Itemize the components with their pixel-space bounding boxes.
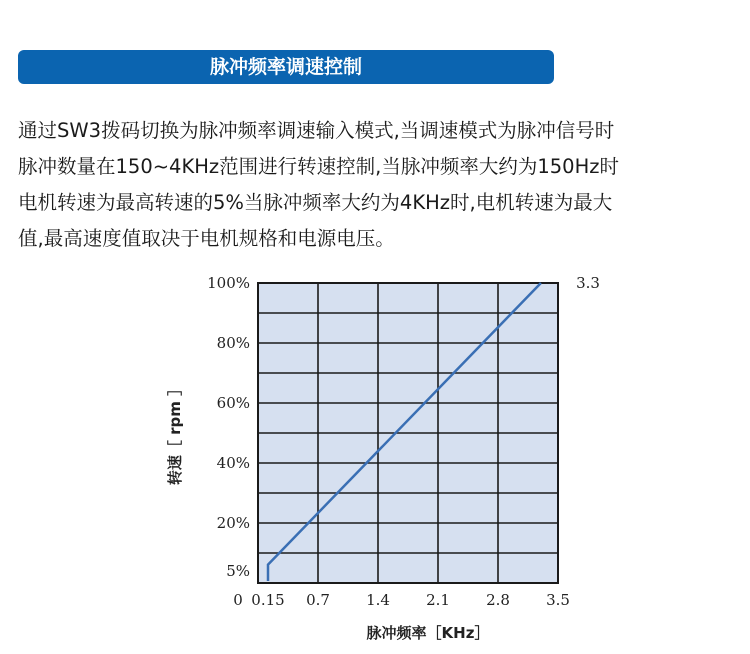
y-tick-label: 20% [216,514,250,532]
end-value-annotation: 3.3 [576,274,600,292]
x-axis-ticks [233,591,570,609]
y-axis-ticks [207,274,250,580]
description-line: 脉冲数量在150~4KHz范围进行转速控制,当脉冲频率大约为150Hz时 [18,155,619,178]
x-tick-label: 2.1 [426,591,450,609]
y-tick-label: 40% [216,454,250,472]
y-axis-label: 转速［ rpm ］ [166,380,184,486]
x-tick-label: 1.4 [366,591,390,609]
x-tick-label: 3.5 [546,591,570,609]
description-line: 通过SW3拨码切换为脉冲频率调速输入模式,当调速模式为脉冲信号时 [18,119,615,142]
y-tick-label: 5% [226,562,250,580]
x-tick-label: 0.15 [251,591,285,609]
section-title: 脉冲频率调速控制 [209,56,362,78]
description-line: 电机转速为最高转速的5%当脉冲频率大约为4KHz时,电机转速为最大 [18,191,613,214]
y-tick-label: 60% [216,394,250,412]
y-tick-label: 80% [216,334,250,352]
description-line: 值,最高速度值取决于电机规格和电源电压。 [18,227,395,250]
x-tick-label: 0 [233,591,243,609]
x-axis-label: 脉冲频率［KHz］ [366,624,490,642]
x-tick-label: 0.7 [306,591,330,609]
y-tick-label: 100% [207,274,250,292]
x-tick-label: 2.8 [486,591,510,609]
